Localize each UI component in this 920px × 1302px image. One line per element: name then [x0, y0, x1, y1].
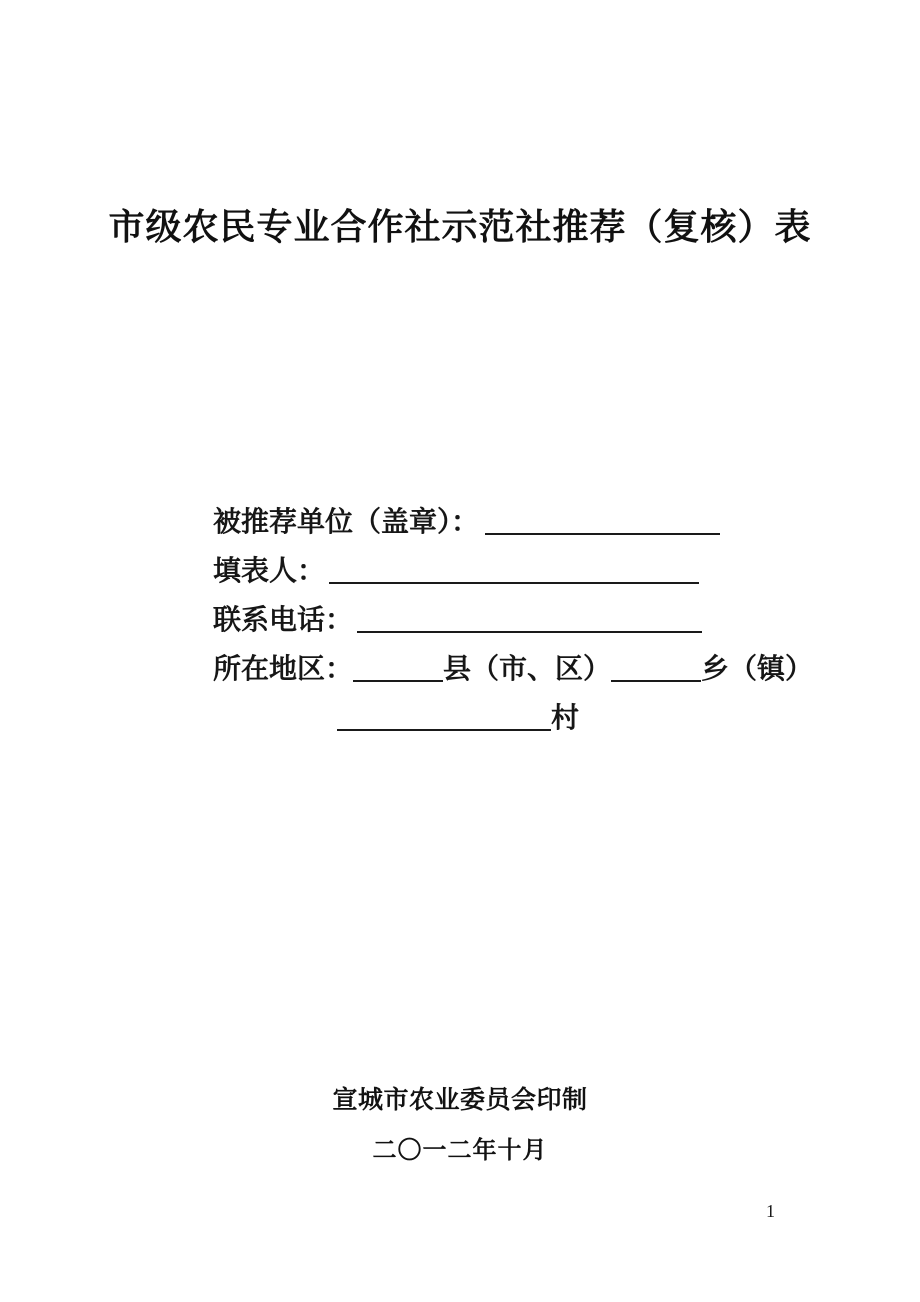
location-village-suffix: 村 — [551, 703, 580, 734]
location-county-suffix: 县（市、区） — [443, 654, 612, 685]
blank-contact-phone — [357, 627, 702, 633]
blank-town — [611, 676, 701, 682]
blank-form-filler — [329, 578, 699, 584]
field-label-form-filler: 填表人： — [213, 556, 326, 587]
location-town-suffix: 乡（镇） — [701, 654, 814, 685]
field-label-contact-phone: 联系电话： — [213, 605, 354, 636]
print-footer — [0, 1085, 920, 1165]
date-line: 二〇一二年十月 — [372, 1137, 548, 1164]
form-row-contact-phone — [213, 596, 813, 645]
form-row-form-filler — [213, 547, 813, 596]
blank-county — [353, 676, 443, 682]
blank-village — [337, 725, 551, 731]
document-title: 市级农民专业合作社示范社推荐（复核）表 — [108, 207, 812, 247]
blank-recommended-unit — [485, 529, 720, 535]
cover-form — [213, 498, 813, 743]
issuer-line: 宣城市农业委员会印制 — [332, 1086, 588, 1114]
form-row-location — [213, 645, 813, 694]
field-label-recommended-unit: 被推荐单位（盖章）： — [213, 507, 480, 538]
page-number: 1 — [766, 1201, 775, 1221]
form-row-village — [213, 694, 813, 743]
field-label-location: 所在地区： — [213, 654, 354, 685]
form-row-recommended-unit — [213, 498, 813, 547]
